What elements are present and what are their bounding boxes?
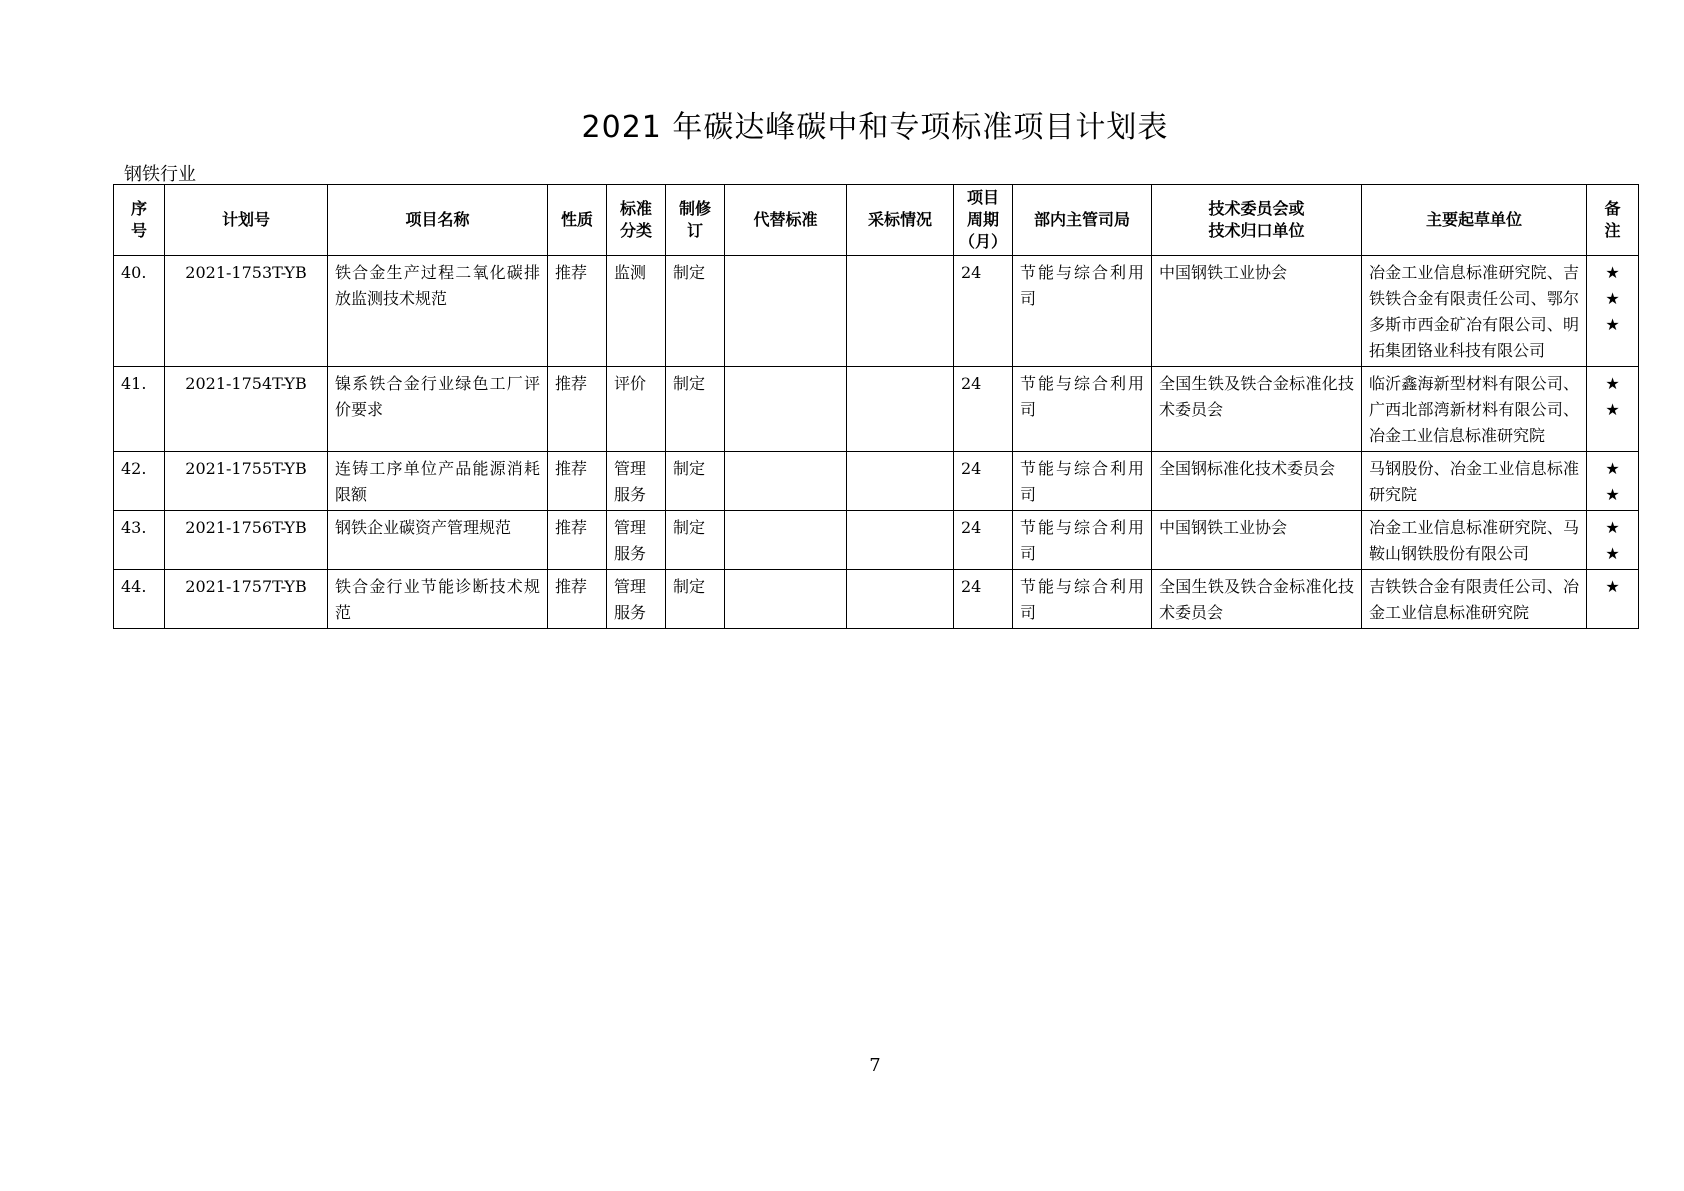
cell-seq: 44. [114, 570, 165, 629]
cell-nature: 推荐 [548, 256, 607, 367]
table-row [114, 256, 1639, 367]
cell-remark [1587, 367, 1639, 452]
table-row [114, 367, 1639, 452]
cell-plan-no: 2021-1756T-YB [165, 511, 328, 570]
header-drafters-label: 主要起草单位 [1425, 210, 1522, 229]
star-icon: ★ [1605, 518, 1620, 537]
cell-replaces [725, 256, 847, 367]
header-revise [666, 185, 725, 256]
cell-nature: 推荐 [548, 367, 607, 452]
cell-dept: 节能与综合利用司 [1013, 256, 1152, 367]
cell-remark [1587, 570, 1639, 629]
star-icon: ★ [1605, 544, 1620, 563]
cell-remark [1587, 452, 1639, 511]
cell-adopt [847, 570, 954, 629]
cell-committee: 全国钢标准化技术委员会 [1152, 452, 1362, 511]
header-revise-label: 制修 订 [678, 199, 711, 240]
header-adopt [847, 185, 954, 256]
header-remark [1587, 185, 1639, 256]
header-period [954, 185, 1013, 256]
cell-name: 钢铁企业碳资产管理规范 [328, 511, 548, 570]
cell-revise: 制定 [666, 256, 725, 367]
cell-period: 24 [954, 367, 1013, 452]
header-nature [548, 185, 607, 256]
header-plan-no [165, 185, 328, 256]
cell-committee: 中国钢铁工业协会 [1152, 256, 1362, 367]
cell-drafters: 冶金工业信息标准研究院、马鞍山钢铁股份有限公司 [1362, 511, 1587, 570]
cell-committee: 中国钢铁工业协会 [1152, 511, 1362, 570]
cell-plan-no: 2021-1753T-YB [165, 256, 328, 367]
cell-seq: 40. [114, 256, 165, 367]
page-number: 7 [869, 1055, 881, 1076]
header-name-label: 项目名称 [405, 210, 470, 229]
header-name [328, 185, 548, 256]
cell-revise: 制定 [666, 367, 725, 452]
cell-dept: 节能与综合利用司 [1013, 511, 1152, 570]
cell-dept: 节能与综合利用司 [1013, 570, 1152, 629]
cell-revise: 制定 [666, 511, 725, 570]
cell-category: 监测 [607, 256, 666, 367]
cell-plan-no: 2021-1755T-YB [165, 452, 328, 511]
star-icon: ★ [1605, 577, 1620, 596]
cell-name: 连铸工序单位产品能源消耗限额 [328, 452, 548, 511]
table-header-row [114, 185, 1639, 256]
cell-seq: 43. [114, 511, 165, 570]
cell-plan-no: 2021-1757T-YB [165, 570, 328, 629]
header-replaces-label: 代替标准 [753, 210, 818, 229]
cell-nature: 推荐 [548, 452, 607, 511]
header-replaces [725, 185, 847, 256]
cell-period: 24 [954, 256, 1013, 367]
header-committee [1152, 185, 1362, 256]
cell-drafters: 吉铁铁合金有限责任公司、冶金工业信息标准研究院 [1362, 570, 1587, 629]
cell-period: 24 [954, 511, 1013, 570]
cell-dept: 节能与综合利用司 [1013, 452, 1152, 511]
header-remark-label: 备 注 [1604, 199, 1621, 240]
header-category [607, 185, 666, 256]
cell-dept: 节能与综合利用司 [1013, 367, 1152, 452]
cell-adopt [847, 256, 954, 367]
cell-replaces [725, 570, 847, 629]
header-dept-label: 部内主管司局 [1033, 210, 1130, 229]
industry-label: 钢铁行业 [124, 164, 196, 185]
header-plan-no-label: 计划号 [221, 210, 270, 229]
header-period-label: 项目 周期 （月） [958, 188, 1007, 251]
star-icon: ★ [1605, 459, 1620, 478]
cell-period: 24 [954, 452, 1013, 511]
cell-committee: 全国生铁及铁合金标准化技术委员会 [1152, 367, 1362, 452]
cell-nature: 推荐 [548, 511, 607, 570]
page-title: 2021 年碳达峰碳中和专项标准项目计划表 [581, 110, 1169, 145]
header-dept [1013, 185, 1152, 256]
cell-period: 24 [954, 570, 1013, 629]
header-nature-label: 性质 [560, 210, 593, 229]
cell-revise: 制定 [666, 570, 725, 629]
standards-plan-table [113, 184, 1639, 629]
cell-revise: 制定 [666, 452, 725, 511]
cell-category: 管理服务 [607, 452, 666, 511]
cell-remark [1587, 511, 1639, 570]
header-drafters [1362, 185, 1587, 256]
cell-replaces [725, 452, 847, 511]
cell-name: 铁合金生产过程二氧化碳排放监测技术规范 [328, 256, 548, 367]
header-category-label: 标准 分类 [619, 199, 652, 240]
cell-adopt [847, 367, 954, 452]
star-icon: ★ [1605, 374, 1620, 393]
header-seq [114, 185, 165, 256]
table-row [114, 452, 1639, 511]
table-row [114, 511, 1639, 570]
star-icon: ★ [1605, 485, 1620, 504]
cell-nature: 推荐 [548, 570, 607, 629]
cell-name: 镍系铁合金行业绿色工厂评价要求 [328, 367, 548, 452]
cell-seq: 41. [114, 367, 165, 452]
star-icon: ★ [1605, 289, 1620, 308]
cell-drafters: 临沂鑫海新型材料有限公司、广西北部湾新材料有限公司、冶金工业信息标准研究院 [1362, 367, 1587, 452]
cell-remark [1587, 256, 1639, 367]
cell-name: 铁合金行业节能诊断技术规范 [328, 570, 548, 629]
star-icon: ★ [1605, 400, 1620, 419]
header-adopt-label: 采标情况 [867, 210, 932, 229]
cell-drafters: 马钢股份、冶金工业信息标准研究院 [1362, 452, 1587, 511]
star-icon: ★ [1605, 315, 1620, 334]
cell-category: 管理服务 [607, 511, 666, 570]
cell-seq: 42. [114, 452, 165, 511]
cell-committee: 全国生铁及铁合金标准化技术委员会 [1152, 570, 1362, 629]
cell-replaces [725, 367, 847, 452]
header-seq-label: 序 号 [130, 199, 147, 240]
cell-adopt [847, 452, 954, 511]
cell-replaces [725, 511, 847, 570]
table-row [114, 570, 1639, 629]
cell-category: 评价 [607, 367, 666, 452]
cell-adopt [847, 511, 954, 570]
cell-category: 管理服务 [607, 570, 666, 629]
star-icon: ★ [1605, 263, 1620, 282]
cell-plan-no: 2021-1754T-YB [165, 367, 328, 452]
cell-drafters: 冶金工业信息标准研究院、吉铁铁合金有限责任公司、鄂尔多斯市西金矿冶有限公司、明拓集团铬业科技有限公司 [1362, 256, 1587, 367]
header-committee-label: 技术委员会或 技术归口单位 [1208, 199, 1305, 240]
